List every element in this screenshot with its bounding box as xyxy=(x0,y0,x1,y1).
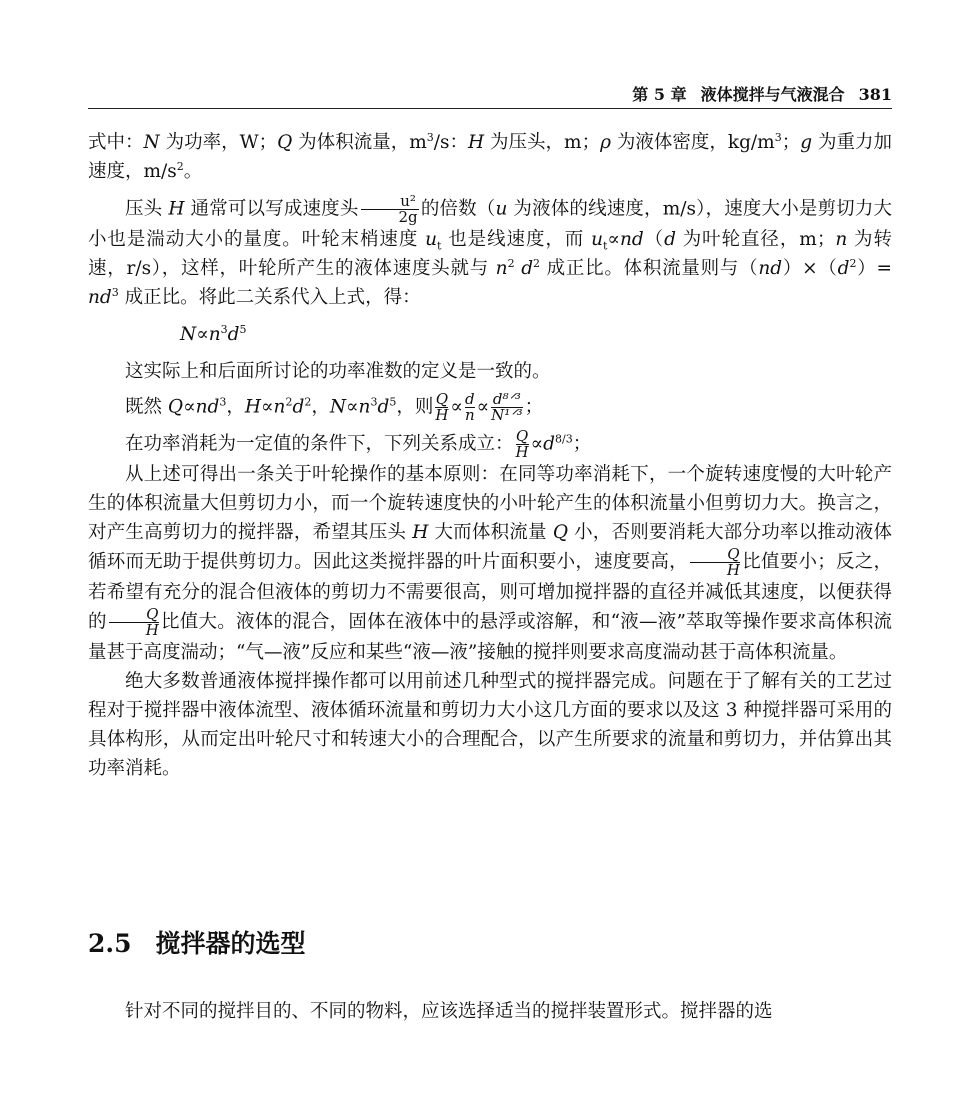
fraction-q-over-h: $\frac{Q}{H}$ xyxy=(690,547,740,578)
paragraph-selection: 针对不同的搅拌目的、不同的物料，应该选择适当的搅拌装置形式。搅拌器的选 xyxy=(125,1001,773,1022)
page-number: 381 xyxy=(858,85,892,104)
chapter-number: 第 5 章 xyxy=(632,85,687,104)
paragraph-velocity-head: 压头 H 通常可以写成速度头 $\frac{\text{u²}}{2g}$ 的倍数（u 为液体的线速度，m/s），速度大小是剪切力大小也是湍动大小的量度。叶轮末梢速度 $u_t$ 也是线速度，而 $u_t\propto nd(d$ 为叶轮直径，m；n 为转速，r/s），这样，叶轮所产生的液体速度头就与 $n^2$ $d^2$ 成正比。体积流量则与$(nd)\times(d^2)= nd^3$ 成正比。将此二关系代入上式，得： xyxy=(88,192,892,308)
fraction-d-over-n-power: $\frac{\text{d⁸ᐟ³}}{\text{N¹ᐟ³}}$ xyxy=(491,390,523,424)
chapter-title: 液体搅拌与气液混合 xyxy=(700,85,845,104)
paragraph-power-number: 这实际上和后面所讨论的功率准数的定义是一致的。 xyxy=(125,361,551,382)
body-text xyxy=(88,128,892,783)
section-heading xyxy=(88,924,306,960)
formula-power: $N\propto n^3d^5$ xyxy=(180,322,247,345)
running-header xyxy=(88,82,892,109)
paragraph-principle: 从上述可得出一条关于叶轮操作的基本原则：在同等功率消耗下，一个旋转速度慢的大叶轮产生的体积流量大但剪切力小，而一个旋转速度快的小叶轮产生的体积流量小但剪切力大。换言之，对产生高剪切力的搅拌器，希望其压头 H 大而体积流量 Q 小，否则要消耗大部分功率以推动液体循环而无助于提供剪切力。因此这类搅拌器的叶片面积要小，速度要高， $\frac{Q}{H}$ 比值要小；反之，若希望有充分的混合但液体的剪切力不需要很高，则可增加搅拌器的直径并减低其速度，以便获得的 $\frac{Q}{H}$ 比值大。液体的混合，固体在液体中的悬浮或溶解，和“液—液”萃取等操作要求高体积流量甚于高度湍动；“气—液”反应和某些“液—液”接触的搅拌则要求高度湍动甚于高体积流量。 xyxy=(88,464,892,663)
section-title: 搅拌器的选型 xyxy=(155,929,306,958)
paragraph-constant-power: 在功率消耗为一定值的条件下，下列关系成立： $\frac{Q}{H}$ $\propto d^{8/3}$； xyxy=(125,427,592,461)
paragraph-ratio: 既然 $Q\propto nd^3$，$H\propto n^2d^2$，$N\propto n^3d^5$，则 $\frac{Q}{H}$ ∝ $\frac{d}{n}$ ∝ $\frac{\text{d⁸ᐟ³}}{\text{N¹ᐟ³}}$ ； xyxy=(125,390,544,424)
fraction-d-over-n: $\frac{d}{n}$ xyxy=(464,390,475,424)
fraction-q-over-h: $\frac{Q}{H}$ xyxy=(515,427,529,461)
section-number: 2.5 xyxy=(88,929,132,958)
paragraph-notation: 式中：N 为功率，W；Q 为体积流量，$m^3/s$：H 为压头，m；ρ 为液体密度，$kg/m^3$；g 为重力加速度，$m/s^2$。 xyxy=(88,130,892,182)
fraction-q-over-h: $\frac{Q}{H}$ xyxy=(435,390,449,424)
paragraph-summary: 绝大多数普通液体搅拌操作都可以用前述几种型式的搅拌器完成。问题在于了解有关的工艺过程对于搅拌器中液体流型、液体循环流量和剪切力大小这几方面的要求以及这 3 种搅拌器可采用的具体构形，从而定出叶轮尺寸和转速大小的合理配合，以产生所要求的流量和剪切力，并估算出其功率消耗。 xyxy=(88,671,892,779)
fraction-velocity-head: $\frac{\text{u²}}{2g}$ xyxy=(361,194,419,225)
fraction-q-over-h: $\frac{Q}{H}$ xyxy=(109,607,159,638)
